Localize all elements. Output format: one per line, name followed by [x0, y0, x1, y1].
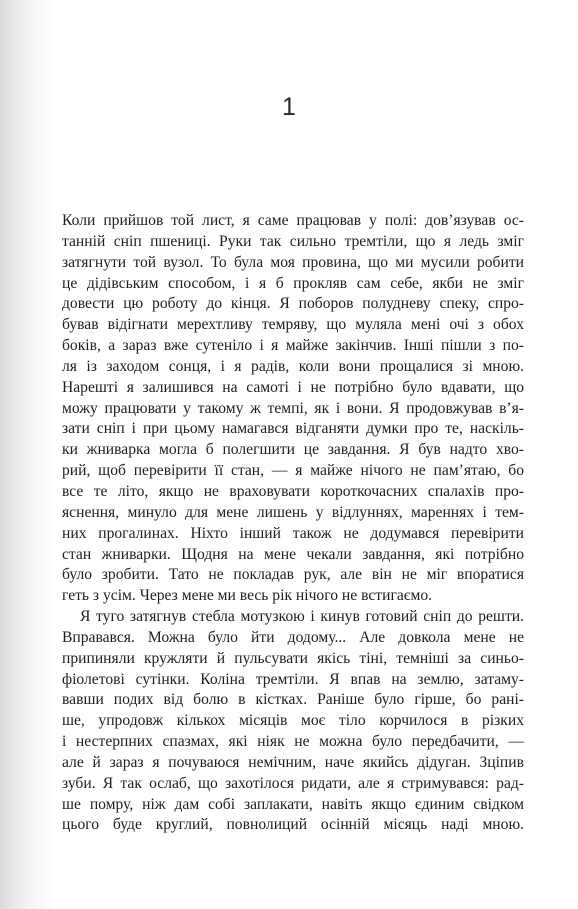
text-line: стан жниварки. Щодня на мене чекали завдання, які потрібно — [62, 545, 524, 563]
text-line: фіолетові сутінки. Коліна тремтіли. Я впав на землю, затаму- — [62, 670, 524, 688]
text-line: припиняли кружляти й пульсувати якісь тіні, темніші за синьо- — [62, 649, 524, 667]
text-line: ля із заходом сонця, і я радів, коли вони прощалися зі мною. — [62, 357, 524, 375]
text-line: Нарешті я залишився на самоті і не потрібно було вдавати, що — [62, 378, 524, 396]
text-line: бував відігнати мерехтливу темряву, що муляла мені очі з обох — [62, 316, 524, 334]
text-line: і нестерпних спазмах, які ніяк не можна було передбачити, — — [62, 733, 524, 751]
text-line: зуби. Я так ослаб, що захотілося ридати, але я стримувався: рад- — [62, 774, 524, 792]
text-line: них прогалинах. Ніхто інший також не додумався перевірити — [62, 524, 524, 542]
text-line: яснення, минуло для мене лишень у відлуннях, мареннях і тем- — [62, 503, 524, 521]
text-line: ше, упродовж кількох місяців моє тіло корчилося в різких — [62, 712, 524, 730]
text-line: Вправався. Можна було йти додому... Але довкола мене не — [62, 628, 524, 646]
text-line: танній сніп пшениці. Руки так сильно тремтіли, що я ледь зміг — [62, 232, 524, 250]
text-line: геть з усім. Через мене ми весь рік нічого не встигаємо. — [62, 587, 433, 605]
text-line: Коли прийшов той лист, я саме працював у полі: дов’язував ос- — [62, 212, 524, 229]
text-line: було зробити. Тато не покладав рук, але він не міг впоратися — [62, 566, 524, 584]
chapter-number: 1 — [282, 93, 296, 121]
text-line: можу працювати у такому ж темпі, як і вони. Я продовжував в’я- — [62, 399, 524, 417]
text-line: це дідівським способом, і я б прокляв сам себе, якби не зміг — [62, 274, 524, 292]
text-line: але й зараз я почуваюся немічним, наче якийсь дідуган. Зціпив — [62, 753, 524, 771]
text-line: боків, а зараз вже сутеніло і я майже закінчив. Інші пішли з по- — [62, 337, 524, 355]
text-line: цього буде круглий, повнолиций осінній місяць наді мною. — [62, 816, 524, 834]
text-line: вавши подих від болю в кістках. Раніше було гірше, бо рані- — [62, 691, 524, 709]
text-line: довести цю роботу до кінця. Я поборов полудневу спеку, спро- — [62, 295, 524, 313]
paragraph-1 — [62, 211, 524, 607]
paragraph-2 — [62, 607, 524, 836]
text-line: рий, щоб перевірити її стан, — я майже нічого не пам’ятаю, бо — [62, 462, 524, 480]
text-line: затягнути той вузол. То була моя провина, що ми мусили робити — [62, 253, 524, 271]
text-line: ки жниварка могла б полегшити це завдання. Я був надто хво- — [62, 441, 524, 459]
text-line: ше помру, ніж дам собі заплакати, навіть якщо єдиним свідком — [62, 795, 524, 813]
text-line: все те літо, якщо не враховувати короткочасних спалахів про- — [62, 482, 524, 500]
chapter-text — [62, 211, 524, 836]
text-line: Я туго затягнув стебла мотузкою і кинув готовий сніп до решти. — [80, 608, 524, 626]
text-line: зати сніп і при цьому намагався відганяти думки про те, наскіль- — [62, 420, 524, 438]
